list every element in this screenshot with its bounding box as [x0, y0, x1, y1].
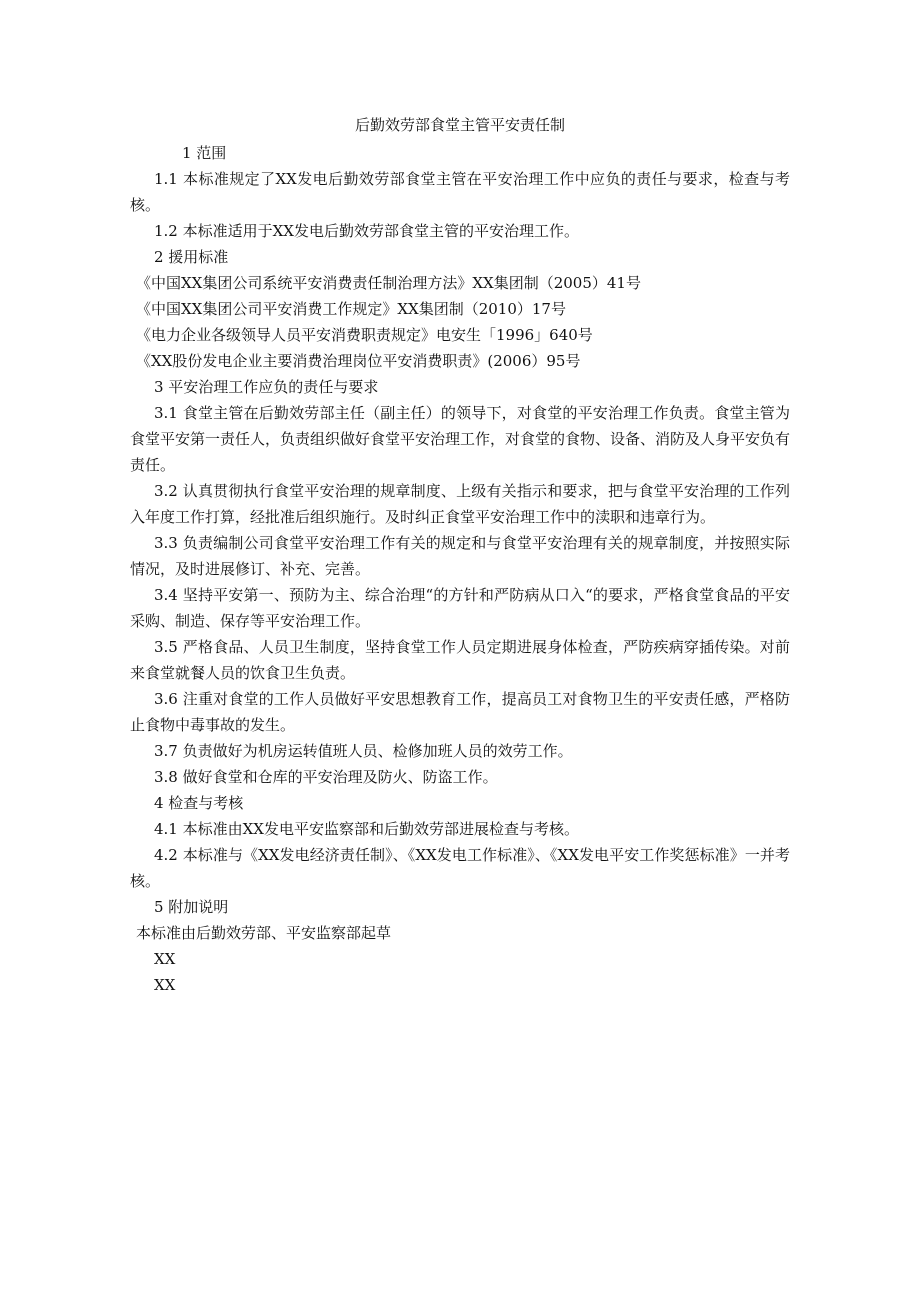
- paragraph: 3.3 负责编制公司食堂平安治理工作有关的规定和与食堂平安治理有关的规章制度，并按照实际情况，及时进展修订、补充、完善。: [130, 534, 790, 578]
- paragraph: 4.2 本标准与《XX发电经济责任制》、《XX发电工作标准》、《XX发电平安工作奖惩标准》一并考核。: [130, 846, 790, 890]
- paragraph: 1.2 本标准适用于XX发电后勤效劳部食堂主管的平安治理工作。: [154, 222, 579, 240]
- paragraph: 本标准由后勤效劳部、平安监察部起草: [136, 924, 392, 942]
- section-heading: 2 援用标准: [154, 248, 229, 266]
- paragraph: 3.2 认真贯彻执行食堂平安治理的规章制度、上级有关指示和要求，把与食堂平安治理的工作列入年度工作打算，经批准后组织施行。及时纠正食堂平安治理工作中的渎职和违章行为。: [130, 482, 790, 526]
- document-title: 后勤效劳部食堂主管平安责任制: [354, 116, 565, 134]
- section-heading: 5 附加说明: [154, 898, 229, 916]
- signature-line: XX: [154, 950, 176, 968]
- reference-item: 《中国XX集团公司平安消费工作规定》XX集团制（2010）17号: [136, 300, 566, 318]
- paragraph: 1.1 本标准规定了XX发电后勤效劳部食堂主管在平安治理工作中应负的责任与要求，检查与考核。: [130, 170, 790, 214]
- paragraph: 4.1 本标准由XX发电平安监察部和后勤效劳部进展检查与考核。: [154, 820, 579, 838]
- section-heading: 3 平安治理工作应负的责任与要求: [154, 378, 379, 396]
- document-page: [130, 112, 790, 998]
- paragraph: 3.8 做好食堂和仓库的平安治理及防火、防盗工作。: [154, 768, 498, 786]
- section-heading: 1 范围: [182, 144, 227, 162]
- reference-item: 《XX股份发电企业主要消费治理岗位平安消费职责》(2006）95号: [136, 352, 581, 370]
- paragraph: 3.5 严格食品、人员卫生制度，坚持食堂工作人员定期进展身体检查，严防疾病穿插传染。对前来食堂就餐人员的饮食卫生负责。: [130, 638, 790, 682]
- paragraph: 3.6 注重对食堂的工作人员做好平安思想教育工作，提高员工对食物卫生的平安责任感，严格防止食物中毒事故的发生。: [130, 690, 790, 734]
- paragraph: 3.1 食堂主管在后勤效劳部主任（副主任）的领导下，对食堂的平安治理工作负责。食堂主管为食堂平安第一责任人，负责组织做好食堂平安治理工作，对食堂的食物、设备、消防及人身平安负有责任。: [130, 404, 791, 474]
- paragraph: 3.4 坚持平安第一、预防为主、综合治理“的方针和严防病从口入“的要求，严格食堂食品的平安采购、制造、保存等平安治理工作。: [130, 586, 790, 630]
- reference-item: 《中国XX集团公司系统平安消费责任制治理方法》XX集团制（2005）41号: [136, 274, 641, 292]
- section-heading: 4 检查与考核: [154, 794, 244, 812]
- paragraph: 3.7 负责做好为机房运转值班人员、检修加班人员的效劳工作。: [154, 742, 573, 760]
- signature-line: XX: [154, 976, 176, 994]
- reference-item: 《电力企业各级领导人员平安消费职责规定》电安生「1996」640号: [136, 326, 593, 344]
